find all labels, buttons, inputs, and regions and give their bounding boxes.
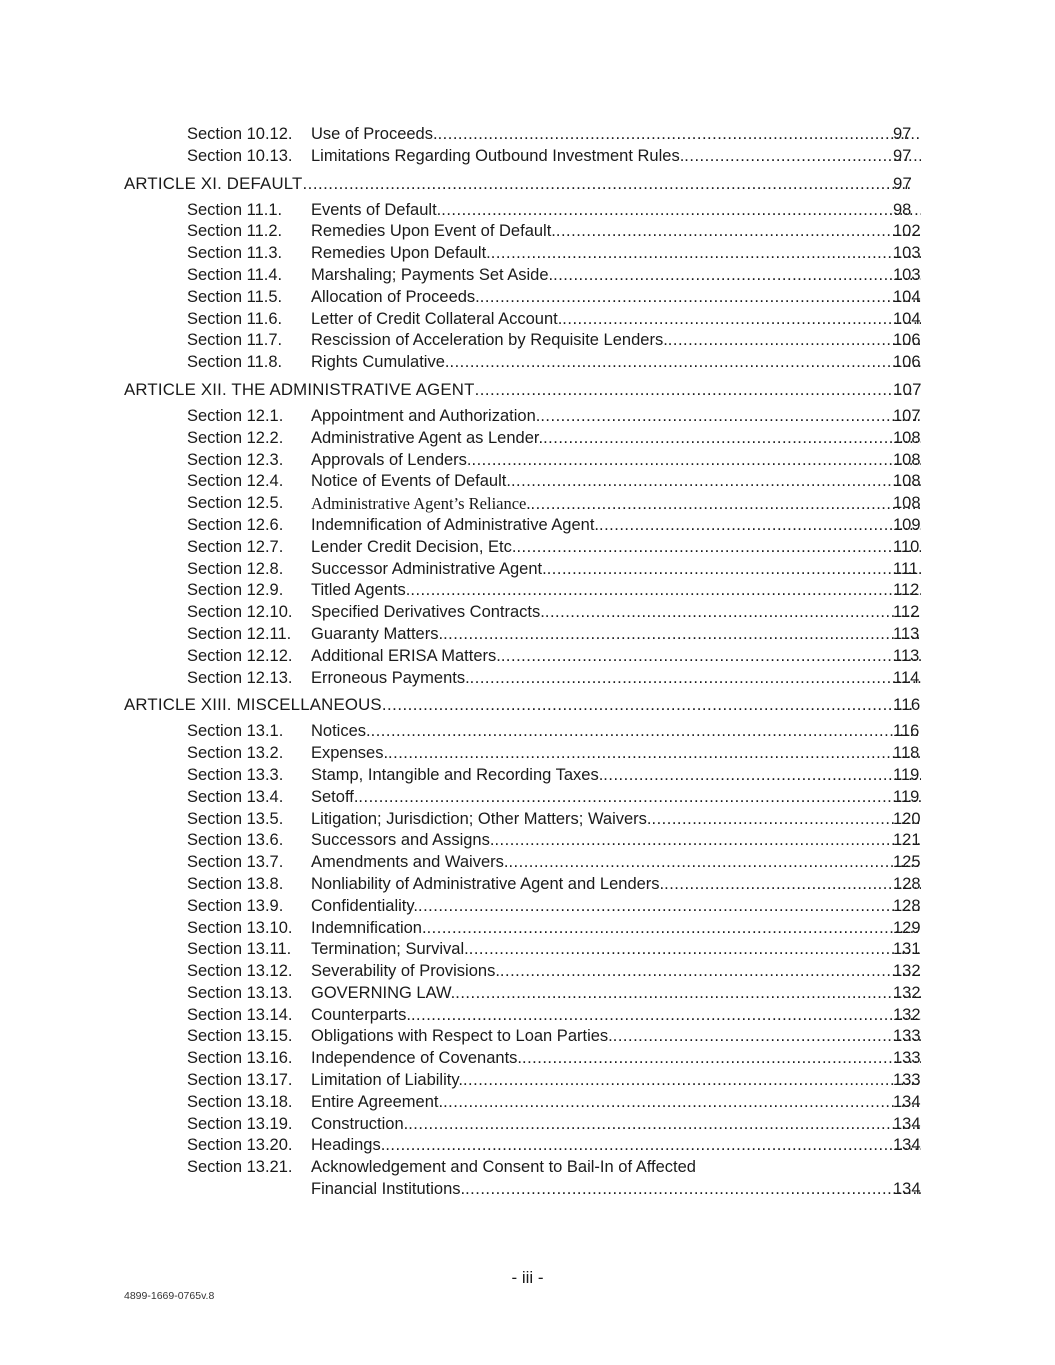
section-title: Construction. (311, 1114, 409, 1133)
section-title: Nonliability of Administrative Agent and Lenders. (311, 874, 665, 893)
toc-entry[interactable] (0, 765, 1055, 787)
section-number: Section 11.5. (187, 287, 283, 306)
toc-entry[interactable] (0, 515, 1055, 537)
toc-entry[interactable] (0, 537, 1055, 559)
section-title: Notices. (311, 722, 371, 741)
dot-leader (553, 265, 921, 287)
dot-leader (418, 896, 921, 918)
dot-leader (543, 428, 921, 450)
section-title: Approvals of Lenders. (311, 450, 472, 469)
dot-leader (516, 537, 921, 559)
section-number: Section 13.6. (187, 831, 284, 850)
section-page-number: 119 (893, 765, 920, 784)
section-number: Section 12.7. (187, 537, 284, 556)
dot-leader (408, 1114, 921, 1136)
toc-entry[interactable] (0, 1092, 1055, 1114)
section-title: Titled Agents. (311, 581, 411, 600)
toc-entry[interactable] (0, 721, 1055, 743)
section-number: Section 11.2. (187, 222, 283, 241)
section-title: Letter of Credit Collateral Account. (311, 309, 563, 328)
section-page-number: 133 (893, 1027, 921, 1046)
section-page-number: 132 (893, 962, 921, 981)
section-page-number: 125 (893, 853, 921, 872)
section-page-number: 111 (893, 559, 919, 578)
section-page-number: 113 (893, 624, 920, 643)
toc-entry[interactable] (0, 809, 1055, 831)
dot-leader (385, 1135, 921, 1157)
dot-leader (540, 406, 921, 428)
section-page-number: 97 (893, 146, 912, 165)
section-title: Specified Derivatives Contracts. (311, 603, 545, 622)
toc-entry[interactable] (0, 961, 1055, 983)
section-title: Use of Proceeds. (311, 125, 438, 143)
section-title: Obligations with Respect to Loan Parties. (311, 1027, 613, 1046)
section-title: Rescission of Acceleration by Requisite Lenders. (311, 331, 668, 350)
dot-leader (501, 646, 921, 668)
section-page-number: 134 (893, 1136, 921, 1155)
section-page-number: 98 (893, 200, 912, 219)
section-number: Section 11.4. (187, 265, 283, 284)
section-number: Section 12.6. (187, 515, 284, 534)
section-title: Marshaling; Payments Set Aside. (311, 265, 554, 284)
toc-entry[interactable] (0, 309, 1055, 331)
dot-leader (303, 168, 913, 200)
article-page-number: 116 (893, 695, 921, 715)
article-title: ARTICLE XIII. MISCELLANEOUS (124, 695, 382, 715)
section-page-number: 106 (893, 353, 921, 372)
toc-entry[interactable] (0, 896, 1055, 918)
section-page-number: 121 (893, 831, 921, 850)
section-title: Remedies Upon Default. (311, 244, 491, 263)
section-title: Events of Default. (311, 200, 442, 219)
section-page-number: 108 (893, 494, 921, 513)
section-number: Section 11.6. (187, 309, 283, 328)
section-number: Section 13.7. (187, 853, 284, 872)
section-number: Section 12.5. (187, 494, 284, 513)
section-number: Section 13.20. (187, 1136, 293, 1155)
document-id: 4899-1669-0765v.8 (124, 1290, 215, 1302)
toc-entry[interactable] (0, 874, 1055, 896)
section-number: Section 13.12. (187, 962, 293, 981)
section-title: Confidentiality. (311, 896, 419, 915)
toc-entry[interactable] (0, 743, 1055, 765)
toc-entry[interactable] (0, 287, 1055, 309)
section-title: Setoff. (311, 787, 359, 806)
section-number: Section 11.7. (187, 331, 283, 350)
toc-entry[interactable] (0, 146, 1055, 168)
section-title: Entire Agreement. (311, 1092, 444, 1111)
section-number: Section 13.4. (187, 787, 284, 806)
dot-leader (410, 580, 921, 602)
section-title: Successor Administrative Agent. (311, 559, 547, 578)
section-title: Indemnification of Administrative Agent. (311, 515, 599, 534)
toc-entry[interactable] (0, 1070, 1055, 1092)
section-page-number: 104 (893, 309, 921, 328)
toc-entry[interactable] (0, 1135, 1055, 1157)
dot-leader (443, 1092, 921, 1114)
section-number: Section 12.2. (187, 428, 284, 447)
section-page-number: 103 (893, 265, 921, 284)
toc-entry[interactable] (0, 200, 1055, 222)
toc-entry-section-13-21-continued[interactable] (0, 1179, 1055, 1201)
section-title: Guaranty Matters. (311, 624, 444, 643)
section-title: Appointment and Authorization. (311, 406, 541, 425)
toc-entry[interactable] (0, 406, 1055, 428)
toc-entry[interactable] (0, 450, 1055, 472)
dot-leader (664, 874, 921, 896)
section-page-number: 132 (893, 1005, 921, 1024)
toc-entry[interactable] (0, 646, 1055, 668)
section-number: Section 11.3. (187, 244, 283, 263)
section-number: Section 11.1. (187, 200, 283, 219)
section-number: Section 13.2. (187, 744, 284, 763)
section-number: Section 13.8. (187, 874, 284, 893)
section-page-number: 134 (893, 1092, 921, 1111)
toc-entry[interactable] (0, 939, 1055, 961)
section-title: Headings. (311, 1136, 386, 1155)
section-title: Amendments and Waivers. (311, 853, 509, 872)
article-title: ARTICLE XII. THE ADMINISTRATIVE AGENT (124, 379, 475, 399)
dot-leader (463, 1070, 921, 1092)
dot-leader (511, 471, 921, 493)
section-number: Section 13.1. (187, 722, 284, 741)
article-heading-13[interactable] (0, 689, 1055, 721)
section-page-number: 108 (893, 472, 921, 491)
section-page-number: 128 (893, 896, 921, 915)
dot-leader (531, 494, 922, 516)
section-page-number: 97 (893, 125, 912, 143)
section-page-number: 108 (893, 450, 921, 469)
dot-leader (358, 787, 921, 809)
article-page-number: 97 (893, 173, 913, 193)
section-title: Administrative Agent as Lender. (311, 428, 544, 447)
section-number: Section 12.9. (187, 581, 284, 600)
dot-leader (443, 624, 921, 646)
section-page-number: 109 (893, 515, 921, 534)
dot-leader (545, 602, 921, 624)
dot-leader (562, 309, 921, 331)
dot-leader (438, 124, 921, 146)
toc-entry[interactable] (0, 602, 1055, 624)
toc-entry[interactable] (0, 852, 1055, 874)
dot-leader (652, 809, 921, 831)
toc-entry[interactable] (0, 221, 1055, 243)
toc-entry[interactable] (0, 1026, 1055, 1048)
section-page-number: 110 (893, 537, 920, 556)
toc-entry[interactable] (0, 471, 1055, 493)
section-title-line1: Acknowledgement and Consent to Bail-In of Affected (311, 1158, 696, 1177)
section-title: Stamp, Intangible and Recording Taxes. (311, 765, 604, 784)
section-number: Section 13.11. (187, 940, 292, 959)
section-number: Section 11.8. (187, 353, 283, 372)
section-number: Section 10.13. (187, 146, 293, 165)
dot-leader (684, 146, 921, 168)
toc-entry[interactable] (0, 352, 1055, 374)
section-title: Erroneous Payments. (311, 668, 470, 687)
section-number: Section 12.12. (187, 646, 293, 665)
article-heading-12[interactable] (0, 374, 1055, 406)
section-title: Termination; Survival. (311, 940, 469, 959)
section-number: Section 13.5. (187, 809, 284, 828)
article-title: ARTICLE XI. DEFAULT (124, 173, 303, 193)
page-number-footer: - iii - (511, 1268, 544, 1287)
section-title: Indemnification. (311, 918, 427, 937)
section-page-number: 131 (893, 940, 921, 959)
section-title: Successors and Assigns. (311, 831, 495, 850)
dot-leader (522, 1048, 921, 1070)
section-number: Section 13.9. (187, 896, 284, 915)
dot-leader (603, 765, 921, 787)
section-page-number: 118 (893, 744, 920, 763)
section-number: Section 13.14. (187, 1005, 293, 1024)
dot-leader (613, 1026, 921, 1048)
toc-entry-section-13-21[interactable] (0, 1157, 1055, 1179)
section-list-article-13 (0, 721, 1055, 1157)
dot-leader (480, 287, 921, 309)
section-page-number: 134 (893, 1114, 921, 1133)
dot-leader (455, 983, 921, 1005)
section-page-number: 132 (893, 983, 921, 1002)
toc-entry[interactable] (0, 983, 1055, 1005)
section-title: Rights Cumulative. (311, 353, 450, 372)
section-list-article-11 (0, 200, 1055, 374)
toc-entry[interactable] (0, 830, 1055, 852)
section-page-number: 120 (893, 809, 921, 828)
section-number: Section 13.21. (187, 1158, 293, 1177)
section-number: Section 12.8. (187, 559, 284, 578)
toc-entry[interactable] (0, 787, 1055, 809)
dot-leader (441, 200, 921, 222)
section-title: Additional ERISA Matters. (311, 646, 501, 665)
article-heading-11[interactable] (0, 168, 1055, 200)
section-page-number: 112 (893, 603, 920, 622)
section-title: Expenses. (311, 744, 389, 763)
section-title-line2: Financial Institutions. (311, 1180, 466, 1199)
dot-leader (469, 939, 921, 961)
dot-leader (388, 743, 921, 765)
section-page-number: 104 (893, 287, 921, 306)
section-list-article-10 (0, 124, 1055, 168)
section-number: Section 12.1. (187, 406, 284, 425)
section-page-number: 103 (893, 244, 921, 263)
article-page-number: 107 (893, 379, 922, 399)
toc-entry[interactable] (0, 624, 1055, 646)
section-number: Section 12.3. (187, 450, 284, 469)
section-number: Section 13.18. (187, 1092, 293, 1111)
dot-leader (427, 918, 921, 940)
section-title: Independence of Covenants. (311, 1049, 522, 1068)
section-number: Section 13.10. (187, 918, 293, 937)
section-page-number: 106 (893, 331, 921, 350)
section-page-number: 128 (893, 874, 921, 893)
section-page-number: 129 (893, 918, 921, 937)
dot-leader (470, 668, 921, 690)
dot-leader (547, 559, 921, 581)
dot-leader (411, 1005, 921, 1027)
section-number: Section 10.12. (187, 125, 293, 143)
toc-entry[interactable] (0, 428, 1055, 450)
dot-leader (449, 352, 921, 374)
toc-entry[interactable] (0, 559, 1055, 581)
toc-entry[interactable] (0, 243, 1055, 265)
dot-leader (668, 330, 921, 352)
dot-leader (491, 243, 921, 265)
section-title: Limitation of Liability. (311, 1071, 463, 1090)
dot-leader (472, 450, 921, 472)
section-title: Lender Credit Decision, Etc. (311, 537, 517, 556)
toc-entry[interactable] (0, 668, 1055, 690)
section-number: Section 12.11. (187, 624, 292, 643)
section-page-number: 119 (893, 787, 920, 806)
toc-entry[interactable] (0, 124, 1055, 146)
toc-entry[interactable] (0, 1005, 1055, 1027)
section-page-number: 133 (893, 1049, 921, 1068)
dot-leader (508, 852, 921, 874)
dot-leader (475, 374, 912, 406)
section-page-number: 102 (893, 222, 921, 241)
toc-entry[interactable] (0, 330, 1055, 352)
dot-leader (599, 515, 921, 537)
section-list-article-12 (0, 406, 1055, 689)
section-title: Remedies Upon Event of Default. (311, 222, 556, 241)
section-number: Section 13.3. (187, 765, 284, 784)
section-number: Section 13.15. (187, 1027, 293, 1046)
toc-entry[interactable] (0, 580, 1055, 602)
section-number: Section 12.10. (187, 603, 293, 622)
toc-entry[interactable] (0, 918, 1055, 940)
section-number: Section 12.4. (187, 472, 284, 491)
toc-entry[interactable] (0, 1048, 1055, 1070)
section-page-number: 107 (893, 406, 921, 425)
section-page-number: 133 (893, 1071, 921, 1090)
section-page-number: 112 (893, 581, 920, 600)
dot-leader (556, 221, 921, 243)
dot-leader (494, 830, 921, 852)
section-number: Section 13.19. (187, 1114, 293, 1133)
section-number: Section 13.17. (187, 1071, 293, 1090)
section-title: Notice of Events of Default. (311, 472, 511, 491)
section-title: GOVERNING LAW. (311, 983, 456, 1002)
toc-entry[interactable] (0, 1114, 1055, 1136)
toc-entry[interactable] (0, 265, 1055, 287)
section-number: Section 12.13. (187, 668, 293, 687)
dot-leader (500, 961, 921, 983)
section-page-number: 134 (893, 1180, 921, 1199)
dot-leader (465, 1179, 921, 1201)
section-page-number: 113 (893, 646, 920, 665)
section-title: Severability of Provisions. (311, 962, 500, 981)
section-title: Counterparts. (311, 1005, 411, 1024)
section-number: Section 13.13. (187, 983, 293, 1002)
section-page-number: 114 (893, 668, 920, 687)
toc-entry[interactable] (0, 493, 1055, 515)
section-title: Administrative Agent’s Reliance. (311, 494, 531, 514)
dot-leader (371, 721, 921, 743)
section-page-number: 108 (893, 428, 921, 447)
section-title: Limitations Regarding Outbound Investment Rules. (311, 146, 685, 165)
section-title: Litigation; Jurisdiction; Other Matters; Waivers. (311, 809, 652, 828)
dot-leader (382, 689, 912, 721)
section-title: Allocation of Proceeds. (311, 287, 480, 306)
section-page-number: 116 (893, 722, 920, 741)
section-number: Section 13.16. (187, 1049, 293, 1068)
table-of-contents (0, 124, 1055, 1201)
